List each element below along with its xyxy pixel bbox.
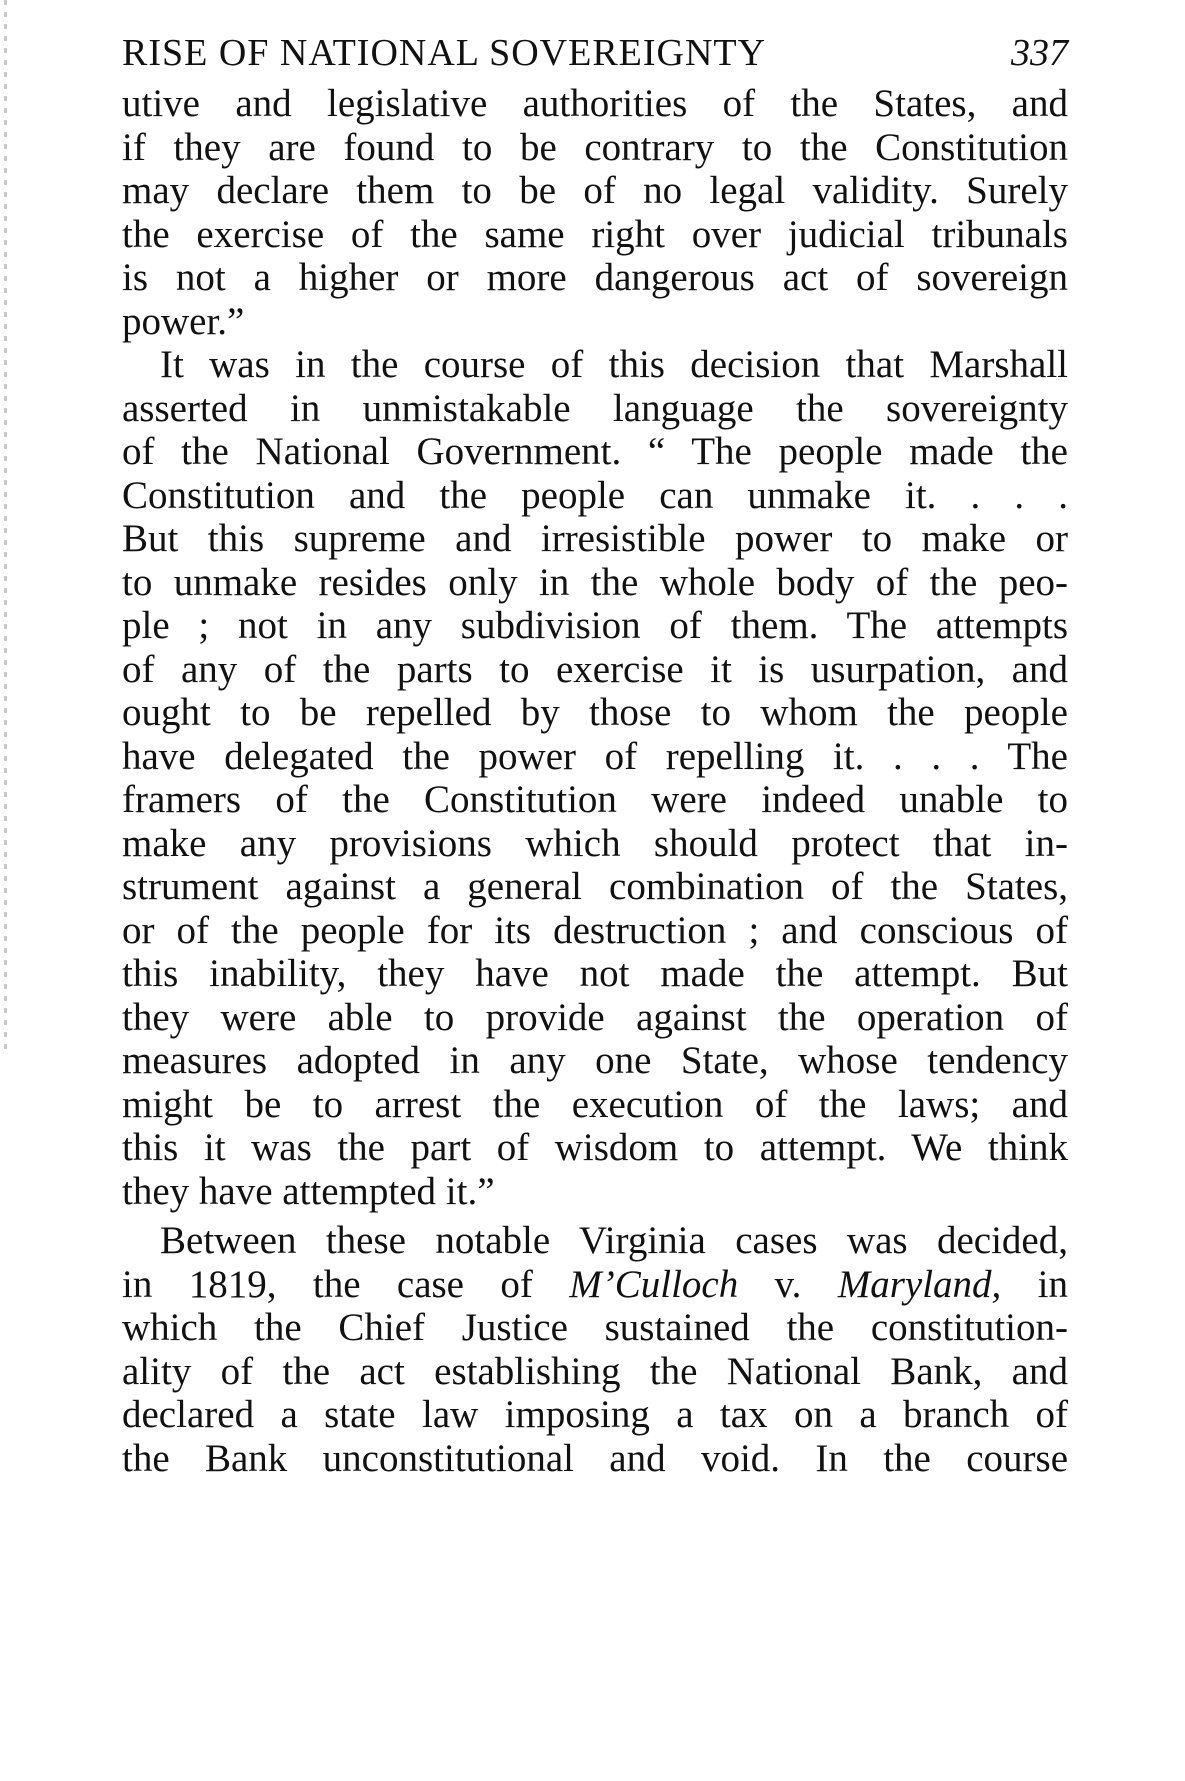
text-line: make any provisions which should protect that in-	[122, 821, 1068, 865]
body-text	[122, 82, 1068, 1480]
text-line: they were able to provide against the operation of	[122, 995, 1068, 1039]
paragraph-1	[122, 82, 1068, 343]
text-line: strument against a general combination of the States,	[122, 865, 1068, 908]
text-line: or of the people for its destruction ; and conscious of	[122, 908, 1068, 952]
text-line: this inability, they have not made the attempt. But	[122, 952, 1068, 995]
text-line: which the Chief Justice sustained the constitution-	[122, 1306, 1068, 1349]
text-line: declared a state law imposing a tax on a branch of	[122, 1393, 1068, 1436]
running-title: RISE OF NATIONAL SOVEREIGNTY	[122, 32, 767, 74]
case-name-defendant: Maryland,	[837, 1262, 1002, 1306]
page-number: 337	[1011, 32, 1068, 74]
text-line: may declare them to be of no legal validity. Surely	[122, 169, 1068, 212]
text-line: measures adopted in any one State, whose tendency	[122, 1039, 1068, 1082]
text-line: is not a higher or more dangerous act of sovereign	[122, 256, 1068, 299]
text-line: Between these notable Virginia cases was decided,	[160, 1219, 1068, 1262]
scan-gutter-shadow	[4, 0, 7, 1050]
paragraph-3	[122, 1219, 1068, 1480]
text-line: ple ; not in any subdivision of them. The attempts	[122, 604, 1068, 647]
text-line-with-case-citation	[122, 1263, 1068, 1307]
text-line: of the National Government. “ The people made the	[122, 430, 1068, 473]
citation-trailing: in	[1001, 1262, 1069, 1306]
case-versus: v.	[738, 1262, 838, 1306]
case-name-plaintiff: M’Culloch	[569, 1262, 739, 1306]
text-line: have delegated the power of repelling it. . . . The	[122, 734, 1068, 778]
text-line: of any of the parts to exercise it is usurpation, and	[122, 647, 1068, 691]
text-line: they have attempted it.”	[122, 1169, 495, 1213]
text-line: framers of the Constitution were indeed unable to	[122, 778, 1068, 821]
text-line: power.”	[122, 299, 245, 343]
text-line: But this supreme and irresistible power to make or	[122, 517, 1068, 560]
text-line: the exercise of the same right over judicial tribunals	[122, 212, 1068, 256]
text-line: might be to arrest the execution of the laws; and	[122, 1082, 1068, 1126]
text-line: this it was the part of wisdom to attempt. We think	[122, 1126, 1068, 1169]
book-page	[122, 28, 1068, 1480]
paragraph-2	[122, 343, 1068, 1213]
text-line: ought to be repelled by those to whom the people	[122, 691, 1068, 734]
text-line: ality of the act establishing the National Bank, and	[122, 1349, 1068, 1393]
text-line: if they are found to be contrary to the Constitution	[122, 125, 1068, 169]
text-line: asserted in unmistakable language the sovereignty	[122, 386, 1068, 430]
text-line: Constitution and the people can unmake it. . . .	[122, 473, 1068, 517]
text-line: It was in the course of this decision that Marshall	[160, 343, 1068, 386]
running-head	[122, 28, 1068, 78]
text-line: to unmake resides only in the whole body of the peo-	[122, 560, 1068, 604]
text-line: the Bank unconstitutional and void. In the course	[122, 1436, 1068, 1480]
citation-lead-in: in 1819, the case of	[122, 1262, 570, 1306]
text-line: utive and legislative authorities of the States, and	[122, 82, 1068, 125]
